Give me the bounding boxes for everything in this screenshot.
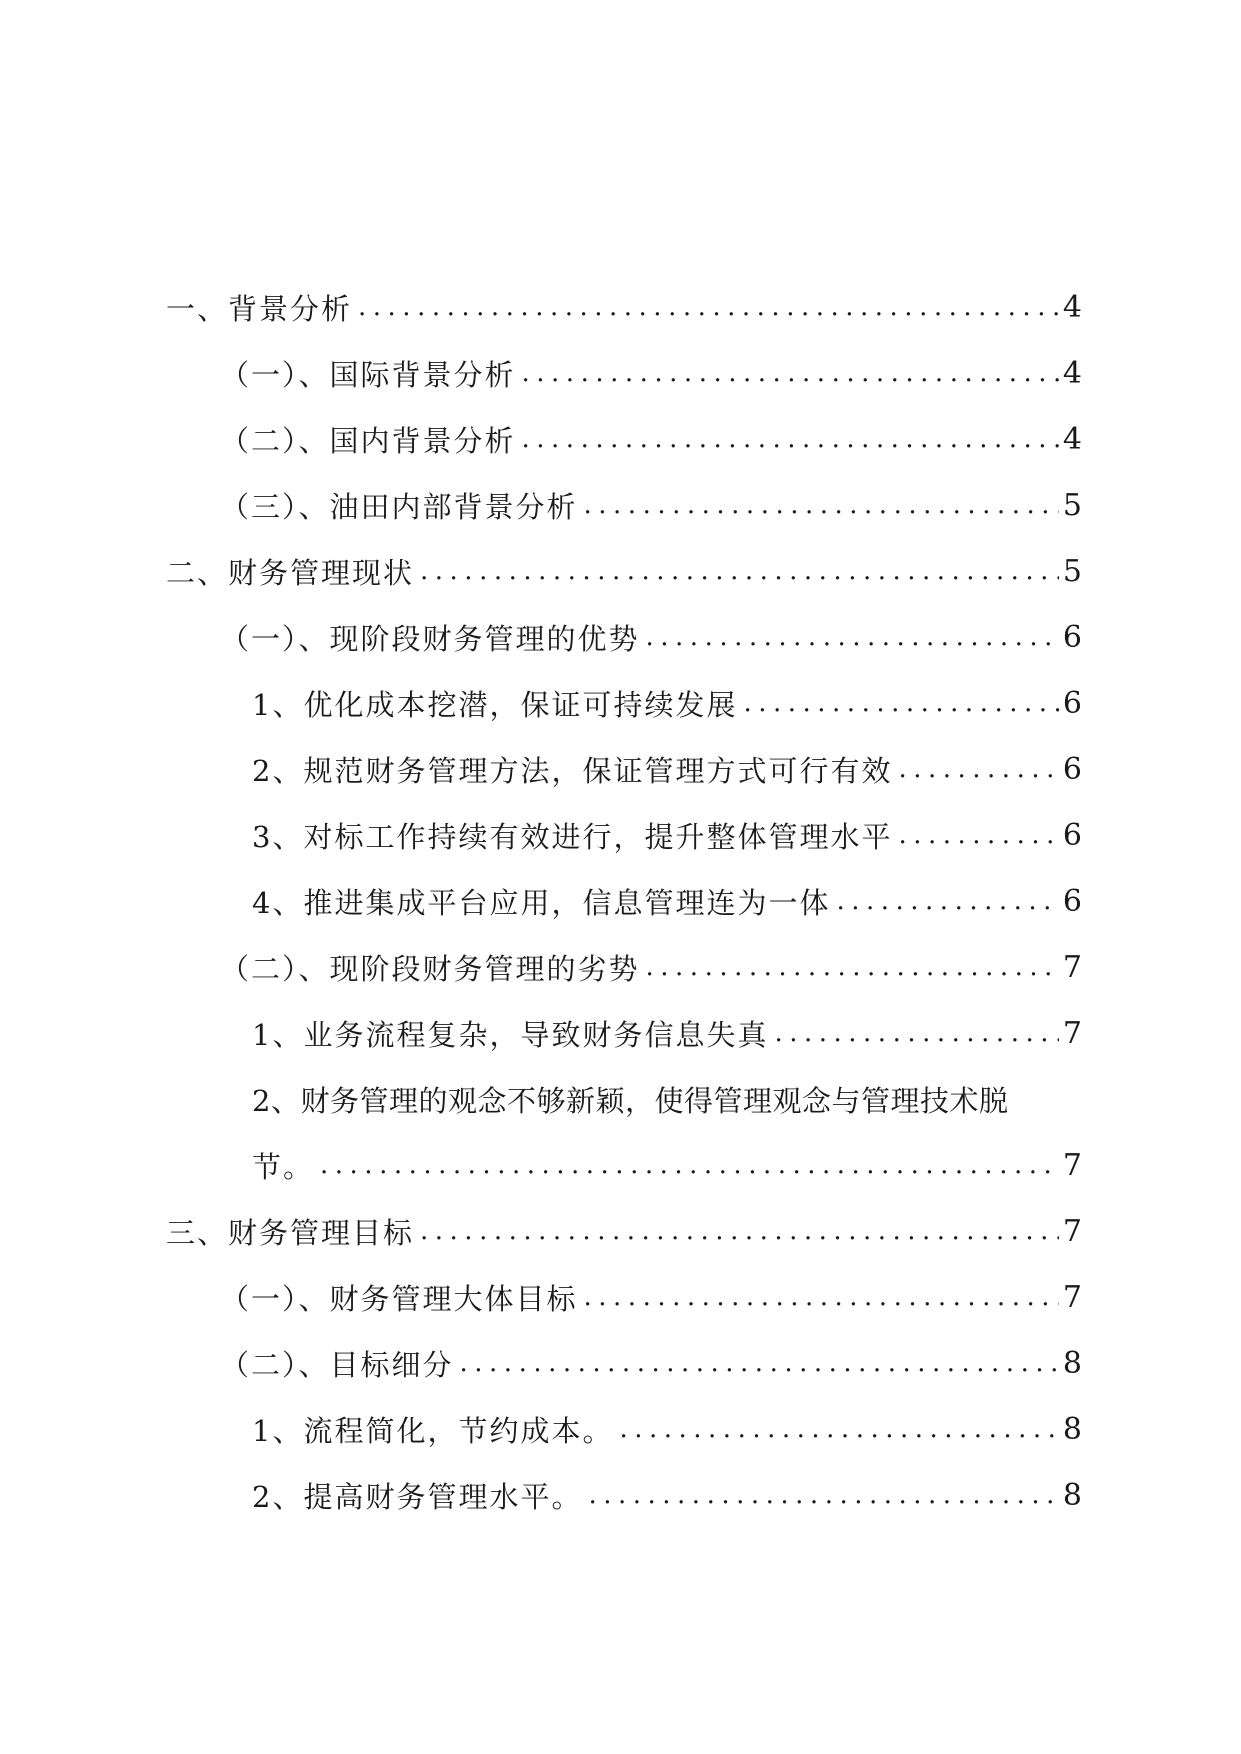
toc-entry-title: 一、背景分析: [166, 291, 353, 326]
toc-entry-title: （二）、现阶段财务管理的劣势: [220, 951, 640, 986]
toc-entry[interactable]: [166, 1000, 1082, 1066]
toc-entry-page: 7: [1062, 1279, 1082, 1315]
toc-entry-page: 5: [1062, 487, 1082, 523]
toc-entry-title: （一）、国际背景分析: [220, 357, 516, 392]
toc-leader-dots: [420, 1218, 1059, 1244]
toc-entry[interactable]: [166, 472, 1082, 538]
toc-entry[interactable]: [166, 340, 1082, 406]
toc-entry-wrapped-line[interactable]: [166, 1066, 1082, 1132]
toc-entry-page: 4: [1062, 289, 1082, 325]
toc-leader-dots: [588, 1482, 1058, 1508]
toc-leader-dots: [774, 1020, 1058, 1046]
toc-entry-page: 6: [1062, 619, 1082, 655]
toc-entry-title: （一）、现阶段财务管理的优势: [220, 621, 640, 656]
toc-leader-dots: [460, 1350, 1059, 1376]
toc-leader-dots: [522, 360, 1059, 386]
toc-entry-title: 4、推进集成平台应用，信息管理连为一体: [252, 885, 831, 920]
toc-entry[interactable]: [166, 802, 1082, 868]
toc-entry-page: 7: [1062, 1147, 1082, 1183]
toc-entry[interactable]: [166, 274, 1082, 340]
toc-entry-page: 6: [1062, 685, 1082, 721]
toc-entry-title: 三、财务管理目标: [166, 1215, 415, 1250]
toc-entry-title: （二）、国内背景分析: [220, 423, 516, 458]
toc-entry[interactable]: [166, 736, 1082, 802]
toc-entry[interactable]: [166, 538, 1082, 604]
toc-leader-dots: [619, 1416, 1058, 1442]
toc-leader-dots: [836, 888, 1058, 914]
toc-entry-page: 6: [1062, 817, 1082, 853]
toc-entry[interactable]: [166, 1198, 1082, 1264]
table-of-contents: [166, 274, 1082, 1528]
toc-entry-title: 二、财务管理现状: [166, 555, 415, 590]
toc-entry[interactable]: [166, 670, 1082, 736]
toc-leader-dots: [358, 294, 1059, 320]
toc-entry-title: 2、提高财务管理水平。: [252, 1479, 583, 1514]
toc-entry-title: 节。: [252, 1149, 315, 1184]
toc-entry[interactable]: [166, 406, 1082, 472]
toc-leader-dots: [743, 690, 1058, 716]
toc-entry-title: 1、流程简化，节约成本。: [252, 1413, 614, 1448]
toc-entry-title: 3、对标工作持续有效进行，提升整体管理水平: [252, 819, 893, 854]
toc-entry-page: 8: [1062, 1411, 1082, 1447]
toc-entry-page: 8: [1062, 1477, 1082, 1513]
toc-entry-page: 5: [1062, 553, 1082, 589]
toc-leader-dots: [584, 1284, 1059, 1310]
toc-entry-title: （三）、油田内部背景分析: [220, 489, 578, 524]
toc-entry[interactable]: [166, 1396, 1082, 1462]
toc-entry-title: 1、业务流程复杂，导致财务信息失真: [252, 1017, 769, 1052]
toc-entry-page: 4: [1062, 355, 1082, 391]
toc-entry-page: 7: [1062, 1015, 1082, 1051]
toc-entry[interactable]: [166, 1330, 1082, 1396]
toc-entry-title: （一）、财务管理大体目标: [220, 1281, 578, 1316]
toc-leader-dots: [646, 624, 1059, 650]
toc-entry[interactable]: [166, 1462, 1082, 1528]
toc-entry-page: 4: [1062, 421, 1082, 457]
toc-leader-dots: [420, 558, 1059, 584]
toc-entry[interactable]: [166, 934, 1082, 1000]
toc-leader-dots: [584, 492, 1059, 518]
toc-entry[interactable]: [166, 868, 1082, 934]
toc-entry-page: 7: [1062, 1213, 1082, 1249]
toc-leader-dots: [522, 426, 1059, 452]
toc-entry-page: 8: [1062, 1345, 1082, 1381]
toc-leader-dots: [898, 756, 1058, 782]
toc-entry-title: 1、优化成本挖潜，保证可持续发展: [252, 687, 738, 722]
toc-leader-dots: [320, 1152, 1059, 1178]
toc-entry-page: 6: [1062, 751, 1082, 787]
toc-entry-title: 2、财务管理的观念不够新颖，使得管理观念与管理技术脱: [252, 1083, 1009, 1118]
toc-entry-title: 2、规范财务管理方法，保证管理方式可行有效: [252, 753, 893, 788]
toc-leader-dots: [646, 954, 1059, 980]
toc-entry-title: （二）、目标细分: [220, 1347, 454, 1382]
toc-entry[interactable]: [166, 1264, 1082, 1330]
toc-entry[interactable]: [166, 1132, 1082, 1198]
toc-entry[interactable]: [166, 604, 1082, 670]
toc-leader-dots: [898, 822, 1058, 848]
toc-entry-page: 7: [1062, 949, 1082, 985]
toc-entry-page: 6: [1062, 883, 1082, 919]
